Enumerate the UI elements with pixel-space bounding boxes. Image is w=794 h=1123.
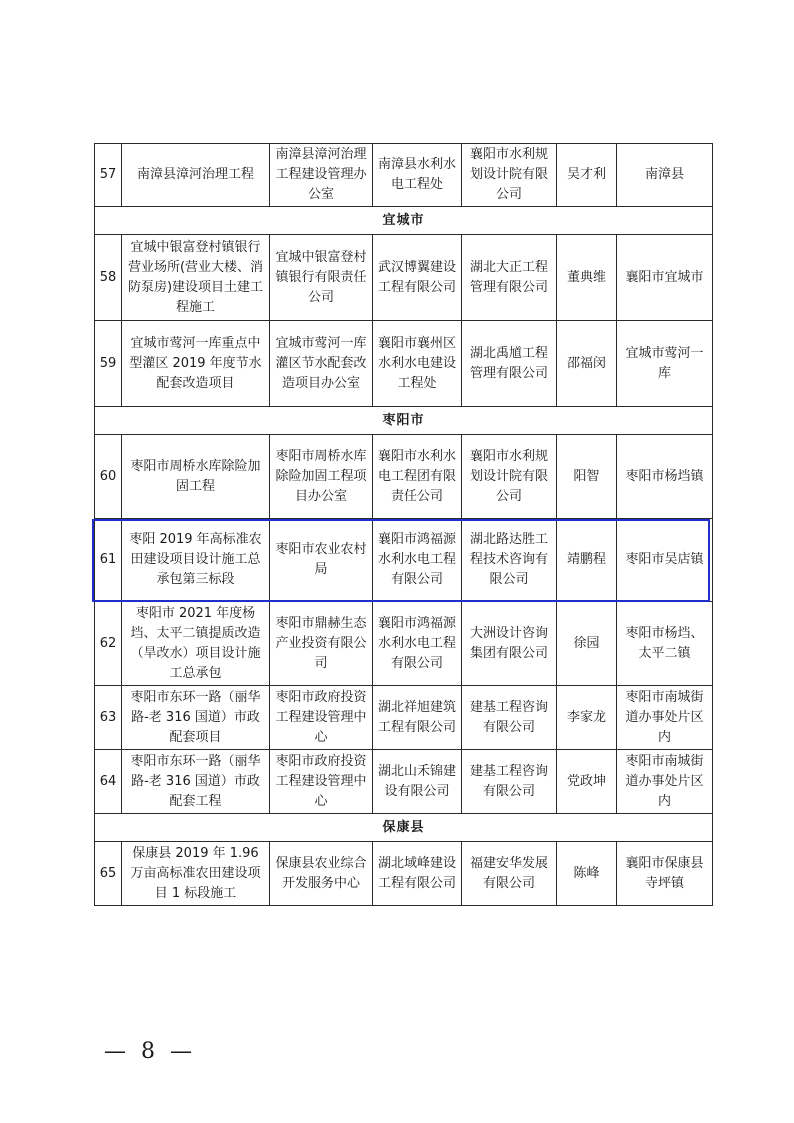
cell-project-name: 枣阳市周桥水库除险加固工程 bbox=[122, 435, 270, 519]
section-title: 保康县 bbox=[95, 814, 713, 842]
section-row bbox=[95, 814, 713, 842]
cell-project-manager: 邵福闵 bbox=[557, 321, 617, 407]
table-row bbox=[95, 750, 713, 814]
cell-project-manager: 党政坤 bbox=[557, 750, 617, 814]
section-row bbox=[95, 407, 713, 435]
page-number: — 8 — bbox=[104, 1039, 196, 1064]
cell-project-manager: 阳智 bbox=[557, 435, 617, 519]
cell-item-number: 60 bbox=[95, 435, 122, 519]
cell-supervisor: 湖北大正工程管理有限公司 bbox=[462, 235, 557, 321]
cell-location: 襄阳市宜城市 bbox=[617, 235, 713, 321]
section-title: 宜城市 bbox=[95, 207, 713, 235]
project-table bbox=[94, 143, 713, 906]
cell-contractor: 襄阳市鸿福源水利水电工程有限公司 bbox=[373, 519, 462, 602]
cell-project-name: 枣阳 2019 年高标准农田建设项目设计施工总承包第三标段 bbox=[122, 519, 270, 602]
cell-supervisor: 湖北路达胜工程技术咨询有限公司 bbox=[462, 519, 557, 602]
cell-project-manager: 董典维 bbox=[557, 235, 617, 321]
cell-contractor: 湖北山禾锦建设有限公司 bbox=[373, 750, 462, 814]
cell-location: 南漳县 bbox=[617, 144, 713, 207]
cell-location: 襄阳市保康县寺坪镇 bbox=[617, 842, 713, 906]
table-row bbox=[95, 144, 713, 207]
cell-owner-unit: 枣阳市政府投资工程建设管理中心 bbox=[270, 686, 373, 750]
cell-location: 枣阳市杨垱、太平二镇 bbox=[617, 602, 713, 686]
table-row bbox=[95, 686, 713, 750]
cell-location: 枣阳市杨垱镇 bbox=[617, 435, 713, 519]
cell-owner-unit: 保康县农业综合开发服务中心 bbox=[270, 842, 373, 906]
cell-contractor: 湖北祥旭建筑工程有限公司 bbox=[373, 686, 462, 750]
cell-owner-unit: 宜城中银富登村镇银行有限责任公司 bbox=[270, 235, 373, 321]
table-row bbox=[95, 842, 713, 906]
cell-item-number: 57 bbox=[95, 144, 122, 207]
cell-project-name: 枣阳市东环一路（丽华路-老 316 国道）市政配套工程 bbox=[122, 750, 270, 814]
cell-supervisor: 襄阳市水利规划设计院有限公司 bbox=[462, 435, 557, 519]
cell-item-number: 58 bbox=[95, 235, 122, 321]
cell-supervisor: 湖北禹馗工程管理有限公司 bbox=[462, 321, 557, 407]
cell-contractor: 襄阳市水利水电工程团有限责任公司 bbox=[373, 435, 462, 519]
table-row bbox=[95, 602, 713, 686]
table-row bbox=[95, 235, 713, 321]
cell-location: 宜城市莺河一库 bbox=[617, 321, 713, 407]
section-title: 枣阳市 bbox=[95, 407, 713, 435]
cell-item-number: 61 bbox=[95, 519, 122, 602]
cell-item-number: 62 bbox=[95, 602, 122, 686]
cell-contractor: 襄阳市鸿福源水利水电工程有限公司 bbox=[373, 602, 462, 686]
cell-owner-unit: 南漳县漳河治理工程建设管理办公室 bbox=[270, 144, 373, 207]
cell-project-manager: 李家龙 bbox=[557, 686, 617, 750]
cell-contractor: 湖北域峰建设工程有限公司 bbox=[373, 842, 462, 906]
cell-location: 枣阳市南城街道办事处片区内 bbox=[617, 686, 713, 750]
cell-owner-unit: 枣阳市农业农村局 bbox=[270, 519, 373, 602]
table-row bbox=[95, 519, 713, 602]
cell-contractor: 武汉博翼建设工程有限公司 bbox=[373, 235, 462, 321]
cell-item-number: 63 bbox=[95, 686, 122, 750]
cell-supervisor: 建基工程咨询有限公司 bbox=[462, 686, 557, 750]
cell-item-number: 64 bbox=[95, 750, 122, 814]
cell-project-name: 宜城市莺河一库重点中型灌区 2019 年度节水配套改造项目 bbox=[122, 321, 270, 407]
cell-location: 枣阳市吴店镇 bbox=[617, 519, 713, 602]
cell-owner-unit: 枣阳市鼎赫生态产业投资有限公司 bbox=[270, 602, 373, 686]
cell-project-name: 枣阳市 2021 年度杨垱、太平二镇提质改造（旱改水）项目设计施工总承包 bbox=[122, 602, 270, 686]
cell-supervisor: 建基工程咨询有限公司 bbox=[462, 750, 557, 814]
cell-project-name: 宜城中银富登村镇银行营业场所(营业大楼、消防泵房)建设项目土建工程施工 bbox=[122, 235, 270, 321]
cell-project-name: 保康县 2019 年 1.96 万亩高标准农田建设项目 1 标段施工 bbox=[122, 842, 270, 906]
cell-supervisor: 襄阳市水利规划设计院有限公司 bbox=[462, 144, 557, 207]
cell-project-manager: 陈峰 bbox=[557, 842, 617, 906]
cell-owner-unit: 枣阳市政府投资工程建设管理中心 bbox=[270, 750, 373, 814]
cell-project-name: 枣阳市东环一路（丽华路-老 316 国道）市政配套项目 bbox=[122, 686, 270, 750]
cell-owner-unit: 宜城市莺河一库灌区节水配套改造项目办公室 bbox=[270, 321, 373, 407]
cell-contractor: 南漳县水利水电工程处 bbox=[373, 144, 462, 207]
cell-project-manager: 徐园 bbox=[557, 602, 617, 686]
cell-item-number: 59 bbox=[95, 321, 122, 407]
cell-project-manager: 靖鹏程 bbox=[557, 519, 617, 602]
cell-supervisor: 福建安华发展有限公司 bbox=[462, 842, 557, 906]
section-row bbox=[95, 207, 713, 235]
cell-owner-unit: 枣阳市周桥水库除险加固工程项目办公室 bbox=[270, 435, 373, 519]
table-row bbox=[95, 435, 713, 519]
cell-contractor: 襄阳市襄州区水利水电建设工程处 bbox=[373, 321, 462, 407]
cell-location: 枣阳市南城街道办事处片区内 bbox=[617, 750, 713, 814]
table-row bbox=[95, 321, 713, 407]
cell-supervisor: 大洲设计咨询集团有限公司 bbox=[462, 602, 557, 686]
cell-project-manager: 吴才利 bbox=[557, 144, 617, 207]
cell-item-number: 65 bbox=[95, 842, 122, 906]
cell-project-name: 南漳县漳河治理工程 bbox=[122, 144, 270, 207]
